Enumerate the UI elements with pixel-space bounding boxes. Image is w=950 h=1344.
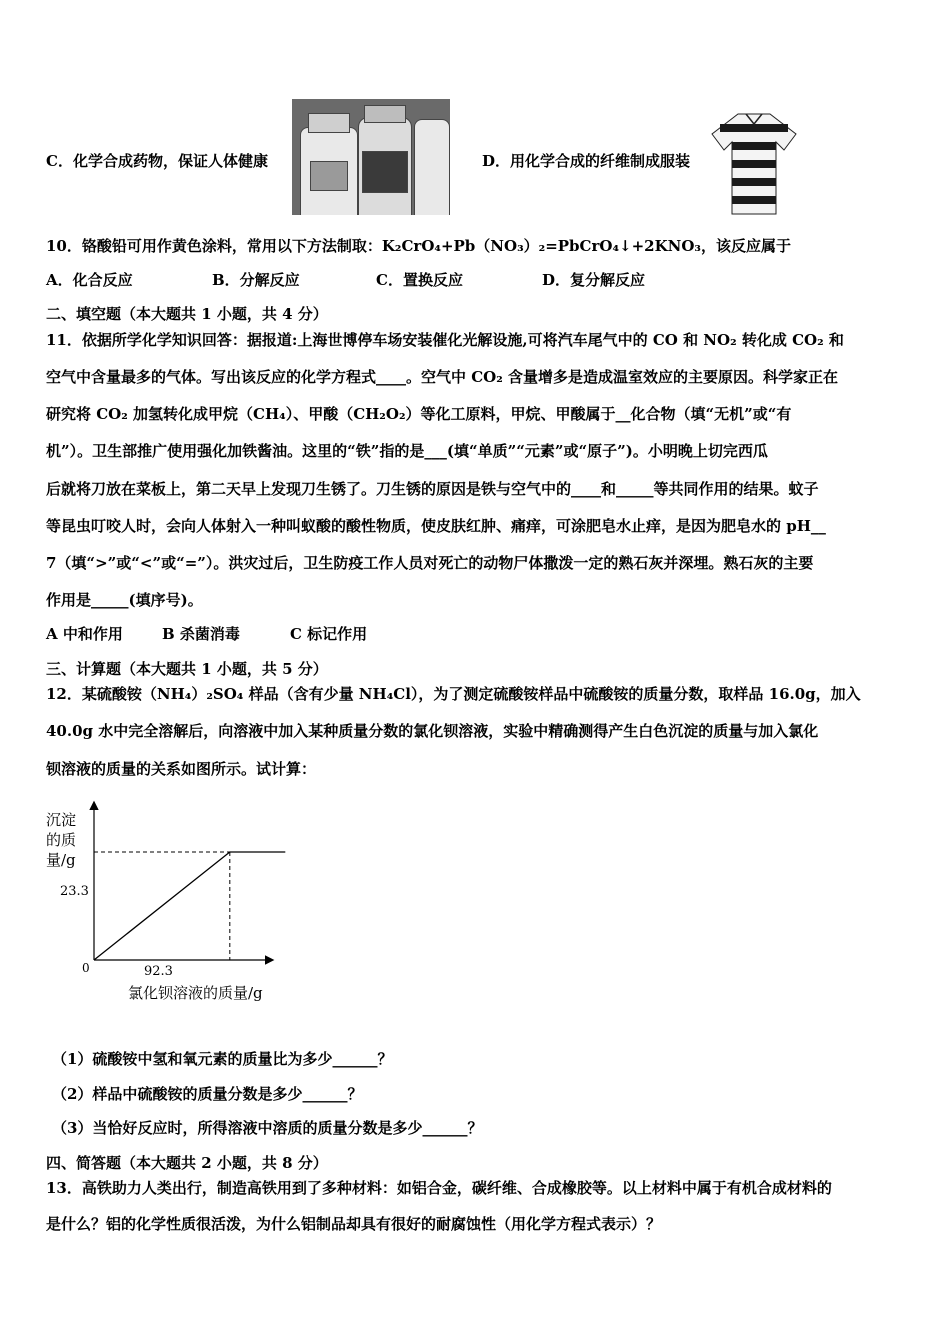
y-tick-label: 23.3 <box>60 884 89 899</box>
q11-choice-c: C 标记作用 <box>290 625 368 643</box>
q11-line: 空气中含量最多的气体。写出该反应的化学方程式____。空气中 CO₂ 含量增多是造成温室效应的主要原因。科学家正在 <box>46 368 839 386</box>
q12-sub-question-1: （1）硫酸铵中氢和氧元素的质量比为多少______？ <box>52 1050 393 1068</box>
q10-option-b: B．分解反应 <box>212 271 300 289</box>
q12-sub-question-2: （2）样品中硫酸铵的质量分数是多少______？ <box>52 1085 363 1103</box>
y-label-line: 量/g <box>46 851 76 869</box>
q10-option-a: A．化合反应 <box>46 271 133 289</box>
section-heading-fill-in: 二、填空题（本大题共 1 小题，共 4 分） <box>46 305 328 323</box>
y-label-line: 的质 <box>46 831 77 849</box>
q12-line: 钡溶液的质量的关系如图所示。试计算： <box>46 760 317 778</box>
q13-line: 13．高铁助力人类出行，制造高铁用到了多种材料：如铝合金，碳纤维、合成橡胶等。以上材料中属于有机合成材料的 <box>46 1179 832 1197</box>
q11-line: 研究将 CO₂ 加氢转化成甲烷（CH₄）、甲酸（CH₂O₂）等化工原料，甲烷、甲酸属于__化合物（填“无机”或“有 <box>46 405 792 423</box>
q11-line: 7（填“>”或“<”或“=”）。洪灾过后，卫生防疫工作人员对死亡的动物尸体撒泼一定的熟石灰并深埋。熟石灰的主要 <box>46 554 814 572</box>
q11-line: 等昆虫叮咬人时，会向人体射入一种叫蚁酸的酸性物质，使皮肤红肿、痛痒，可涂肥皂水止痒，是因为肥皂水的 pH__ <box>46 517 826 535</box>
q11-line: 后就将刀放在菜板上，第二天早上发现刀生锈了。刀生锈的原因是铁与空气中的____和_____等共同作用的结果。蚊子 <box>46 480 819 498</box>
q11-line: 机”）。卫生部推广使用强化加铁酱油。这里的“铁”指的是___(填“单质”“元素”或“原子”)。小明晚上切完西瓜 <box>46 442 768 460</box>
q10-stem: 10．铬酸铅可用作黄色涂料，常用以下方法制取：K₂CrO₄+Pb（NO₃）₂=PbCrO₄↓+2KNO₃，该反应属于 <box>46 237 791 255</box>
precipitate-series-line <box>94 852 285 960</box>
striped-shirt-picture <box>710 110 798 216</box>
y-label-line: 沉淀 <box>46 811 77 829</box>
q11-line: 11．依据所学化学知识回答：据报道:上海世博停车场安装催化光解设施,可将汽车尾气中的 CO 和 NO₂ 转化成 CO₂ 和 <box>46 331 844 349</box>
section-heading-short-answer: 四、简答题（本大题共 2 小题，共 8 分） <box>46 1154 328 1172</box>
x-tick-label: 92.3 <box>144 964 173 979</box>
medicine-bottles-photo <box>292 99 450 215</box>
precipitate-mass-chart <box>40 795 300 1010</box>
q13-line: 是什么？铝的化学性质很活泼，为什么铝制品却具有很好的耐腐蚀性（用化学方程式表示）？ <box>46 1215 662 1233</box>
section-heading-calculation: 三、计算题（本大题共 1 小题，共 5 分） <box>46 660 328 678</box>
q11-choice-a: A 中和作用 <box>46 625 123 643</box>
q11-choice-b: B 杀菌消毒 <box>162 625 240 643</box>
q12-line: 40.0g 水中完全溶解后，向溶液中加入某种质量分数的氯化钡溶液，实验中精确测得产生白色沉淀的质量与加入氯化 <box>46 722 819 740</box>
origin-label: 0 <box>82 961 90 975</box>
q10-option-c: C．置换反应 <box>376 271 463 289</box>
q9-option-c: C．化学合成药物，保证人体健康 <box>46 152 268 170</box>
q11-line: 作用是_____(填序号)。 <box>46 591 203 609</box>
x-axis-label: 氯化钡溶液的质量/g <box>128 984 263 1002</box>
q9-option-d: D．用化学合成的纤维制成服装 <box>482 152 691 170</box>
q12-line: 12．某硫酸铵（NH₄）₂SO₄ 样品（含有少量 NH₄Cl），为了测定硫酸铵样品中硫酸铵的质量分数，取样品 16.0g，加入 <box>46 685 861 703</box>
q10-option-d: D．复分解反应 <box>542 271 646 289</box>
q12-sub-question-3: （3）当恰好反应时，所得溶液中溶质的质量分数是多少______？ <box>52 1119 483 1137</box>
